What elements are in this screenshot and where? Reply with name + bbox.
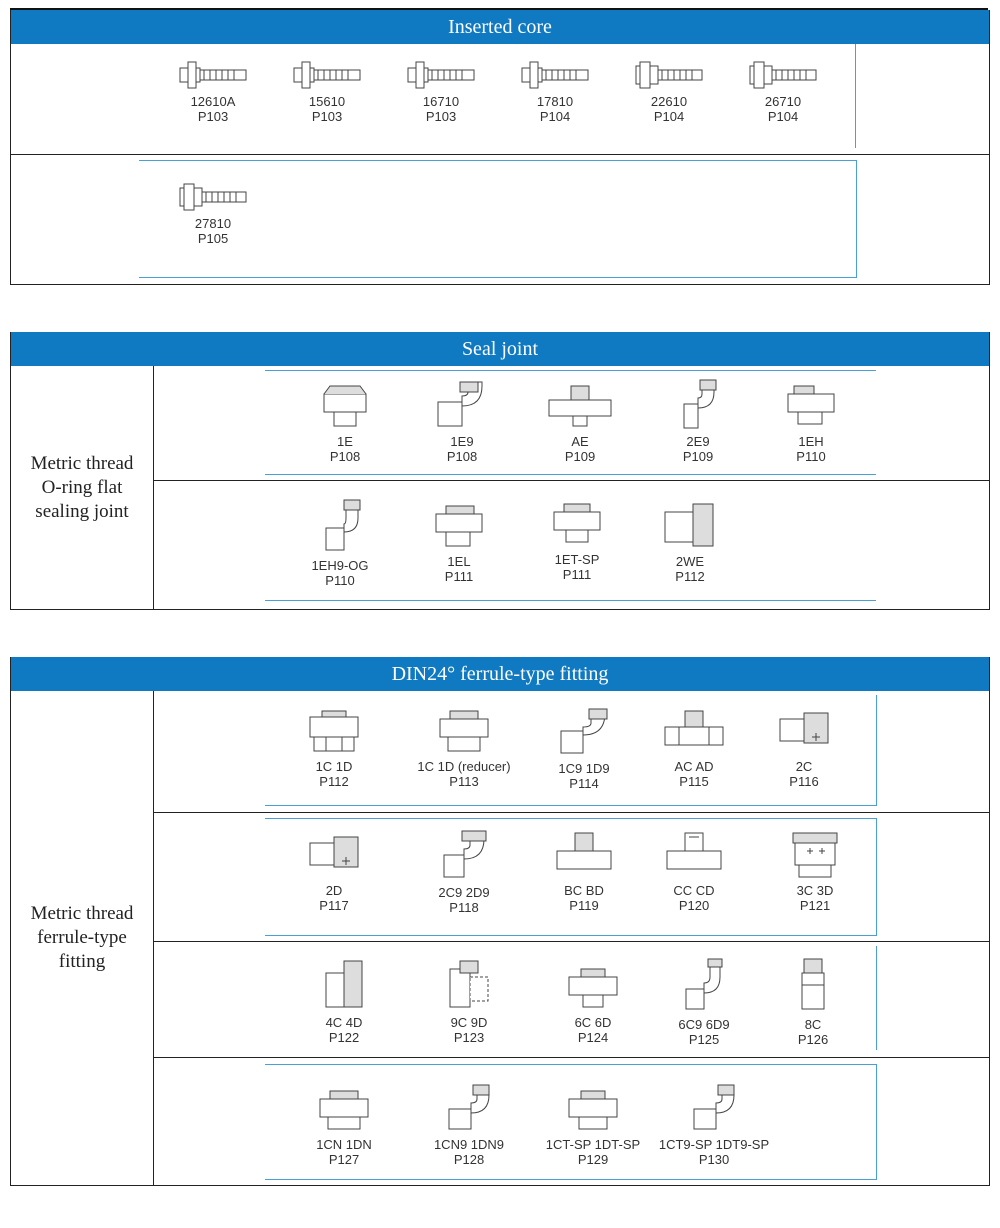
list-item[interactable] bbox=[279, 709, 389, 789]
elbow-fitting-icon bbox=[434, 380, 490, 430]
item-page: P116 bbox=[789, 774, 819, 789]
list-item[interactable] bbox=[414, 959, 524, 1045]
tee-fitting-icon bbox=[663, 831, 725, 879]
item-code: 2WE bbox=[675, 554, 705, 569]
list-item[interactable] bbox=[522, 502, 632, 582]
item-code: AC AD bbox=[674, 759, 714, 774]
row-divider bbox=[11, 154, 989, 155]
hose-insert-icon bbox=[748, 60, 818, 90]
item-page: P112 bbox=[675, 569, 705, 584]
item-page: P117 bbox=[319, 898, 349, 913]
reducer-fitting-icon bbox=[436, 709, 492, 755]
item-page: P111 bbox=[444, 569, 474, 584]
elbow-fitting-icon bbox=[438, 829, 490, 881]
item-code: 2E9 bbox=[686, 434, 710, 449]
item-page: P103 bbox=[311, 109, 343, 124]
item-page: P121 bbox=[799, 898, 831, 913]
item-code: BC BD bbox=[564, 883, 604, 898]
inserted-core-section bbox=[10, 10, 990, 285]
list-item[interactable] bbox=[529, 831, 639, 913]
item-page: P129 bbox=[577, 1152, 609, 1167]
bulkhead-fitting-icon bbox=[789, 831, 841, 879]
list-item[interactable] bbox=[272, 60, 382, 124]
item-page: P122 bbox=[328, 1030, 360, 1045]
hose-insert-icon bbox=[406, 60, 476, 90]
list-item[interactable] bbox=[386, 60, 496, 124]
elbow-fitting-icon bbox=[690, 1083, 738, 1133]
section-title: DIN24° ferrule-type fitting bbox=[11, 657, 989, 691]
category-label bbox=[11, 366, 154, 609]
item-code: AE bbox=[571, 434, 589, 449]
list-item[interactable] bbox=[409, 829, 519, 915]
item-page: P108 bbox=[446, 449, 478, 464]
item-code: 15610 bbox=[308, 94, 346, 109]
item-page: P125 bbox=[688, 1032, 720, 1047]
list-item[interactable] bbox=[158, 60, 268, 124]
elbow-fitting-icon bbox=[682, 957, 726, 1013]
item-page: P110 bbox=[796, 449, 826, 464]
tee-fitting-icon bbox=[661, 709, 727, 755]
item-code: 17810 bbox=[536, 94, 574, 109]
section-title: Inserted core bbox=[11, 10, 989, 44]
straight-fitting-icon bbox=[306, 709, 362, 755]
item-code: 8C bbox=[804, 1017, 822, 1032]
list-item[interactable] bbox=[635, 502, 745, 584]
item-page: P123 bbox=[453, 1030, 485, 1045]
item-page: P105 bbox=[197, 231, 229, 246]
weld-fitting-icon bbox=[663, 502, 717, 550]
item-code: 3C 3D bbox=[796, 883, 834, 898]
elbow-fitting-icon bbox=[676, 378, 720, 430]
item-page: P115 bbox=[679, 774, 709, 789]
hose-insert-icon bbox=[634, 60, 704, 90]
item-code: 1CN 1DN bbox=[316, 1137, 372, 1152]
item-code: 6C9 6D9 bbox=[678, 1017, 730, 1032]
list-item[interactable] bbox=[728, 60, 838, 124]
list-item[interactable] bbox=[289, 1089, 399, 1167]
item-code: 4C 4D bbox=[325, 1015, 363, 1030]
item-code: 1E9 bbox=[450, 434, 474, 449]
list-item[interactable] bbox=[756, 384, 866, 464]
item-page: P127 bbox=[328, 1152, 360, 1167]
item-code: 16710 bbox=[422, 94, 460, 109]
item-page: P120 bbox=[678, 898, 710, 913]
list-item[interactable] bbox=[528, 1089, 658, 1167]
seal-joint-section bbox=[10, 332, 990, 610]
item-page: P124 bbox=[577, 1030, 609, 1045]
straight-fitting-icon bbox=[306, 833, 362, 879]
din24-section bbox=[10, 657, 990, 1186]
category-label bbox=[11, 691, 154, 1185]
category-text: Metric thread O-ring flat sealing joint bbox=[30, 452, 134, 522]
tee-fitting-icon bbox=[545, 384, 615, 430]
category-text: Metric thread ferrule-type fitting bbox=[30, 903, 134, 972]
list-item[interactable] bbox=[407, 380, 517, 464]
list-item[interactable] bbox=[279, 833, 389, 913]
item-page: P114 bbox=[569, 776, 599, 791]
weld-fitting-icon bbox=[322, 959, 366, 1011]
list-item[interactable] bbox=[529, 707, 639, 791]
item-code: 1EH bbox=[798, 434, 824, 449]
item-page: P104 bbox=[653, 109, 685, 124]
section-title: Seal joint bbox=[11, 332, 989, 366]
list-item[interactable] bbox=[649, 957, 759, 1047]
item-code: 1EH9-OG bbox=[311, 558, 369, 573]
list-item[interactable] bbox=[643, 378, 753, 464]
row-divider bbox=[154, 1057, 989, 1058]
item-code: 2C9 2D9 bbox=[438, 885, 490, 900]
list-item[interactable] bbox=[414, 1083, 524, 1167]
item-code: 1EL bbox=[447, 554, 471, 569]
list-item[interactable] bbox=[404, 504, 514, 584]
straight-fitting-icon bbox=[550, 502, 604, 548]
item-code: 1E bbox=[337, 434, 353, 449]
swivel-fitting-icon bbox=[446, 959, 492, 1011]
item-code: 6C 6D bbox=[574, 1015, 612, 1030]
item-code: 9C 9D bbox=[450, 1015, 488, 1030]
straight-fitting-icon bbox=[776, 709, 832, 755]
list-item[interactable] bbox=[500, 60, 610, 124]
list-item[interactable] bbox=[639, 831, 749, 913]
item-code: 1CT9-SP 1DT9-SP bbox=[658, 1137, 770, 1152]
list-item[interactable] bbox=[289, 959, 399, 1045]
list-item[interactable] bbox=[285, 498, 395, 588]
item-code: CC CD bbox=[673, 883, 715, 898]
hose-insert-icon bbox=[178, 182, 248, 212]
list-item[interactable] bbox=[538, 967, 648, 1045]
list-item[interactable] bbox=[760, 831, 870, 913]
item-page: P103 bbox=[425, 109, 457, 124]
item-code: 1ET-SP bbox=[554, 552, 600, 567]
item-code: 2D bbox=[325, 883, 343, 898]
item-page: P118 bbox=[449, 900, 479, 915]
list-item[interactable] bbox=[749, 709, 859, 789]
item-code: 1C9 1D9 bbox=[558, 761, 610, 776]
item-page: P103 bbox=[197, 109, 229, 124]
list-item[interactable] bbox=[649, 1083, 779, 1167]
straight-fitting-icon bbox=[320, 384, 370, 430]
item-page: P126 bbox=[797, 1032, 829, 1047]
item-page: P110 bbox=[325, 573, 355, 588]
item-page: P108 bbox=[329, 449, 361, 464]
item-code: 1C 1D bbox=[315, 759, 353, 774]
hose-insert-icon bbox=[292, 60, 362, 90]
list-item[interactable] bbox=[290, 384, 400, 464]
hose-insert-icon bbox=[520, 60, 590, 90]
list-item[interactable] bbox=[639, 709, 749, 789]
item-page: P128 bbox=[453, 1152, 485, 1167]
list-item[interactable] bbox=[758, 957, 868, 1047]
list-item[interactable] bbox=[158, 182, 268, 246]
nut-icon bbox=[798, 957, 828, 1013]
item-code: 12610A bbox=[190, 94, 236, 109]
item-code: 1CT-SP 1DT-SP bbox=[545, 1137, 641, 1152]
item-page: P113 bbox=[449, 774, 479, 789]
item-code: 27810 bbox=[194, 216, 232, 231]
tee-fitting-icon bbox=[553, 831, 615, 879]
row-divider bbox=[154, 812, 989, 813]
item-code: 26710 bbox=[764, 94, 802, 109]
straight-fitting-icon bbox=[565, 967, 621, 1011]
item-page: P109 bbox=[564, 449, 596, 464]
row-divider bbox=[154, 941, 989, 942]
item-code: 22610 bbox=[650, 94, 688, 109]
item-page: P109 bbox=[682, 449, 714, 464]
item-code: 2C bbox=[795, 759, 813, 774]
straight-fitting-icon bbox=[432, 504, 486, 550]
hose-insert-icon bbox=[178, 60, 248, 90]
item-page: P112 bbox=[319, 774, 349, 789]
item-code: 1CN9 1DN9 bbox=[433, 1137, 505, 1152]
row-divider bbox=[154, 480, 989, 481]
item-page: P111 bbox=[562, 567, 592, 582]
item-code: 1C 1D (reducer) bbox=[417, 759, 511, 774]
list-item[interactable] bbox=[525, 384, 635, 464]
item-page: P130 bbox=[698, 1152, 730, 1167]
item-page: P104 bbox=[539, 109, 571, 124]
straight-fitting-icon bbox=[784, 384, 838, 430]
straight-fitting-icon bbox=[565, 1089, 621, 1133]
item-page: P104 bbox=[767, 109, 799, 124]
item-page: P119 bbox=[569, 898, 599, 913]
list-item[interactable] bbox=[404, 709, 524, 789]
elbow-fitting-icon bbox=[557, 707, 611, 757]
elbow-fitting-icon bbox=[445, 1083, 493, 1133]
elbow-fitting-icon bbox=[318, 498, 362, 554]
list-item[interactable] bbox=[614, 60, 724, 124]
straight-fitting-icon bbox=[316, 1089, 372, 1133]
